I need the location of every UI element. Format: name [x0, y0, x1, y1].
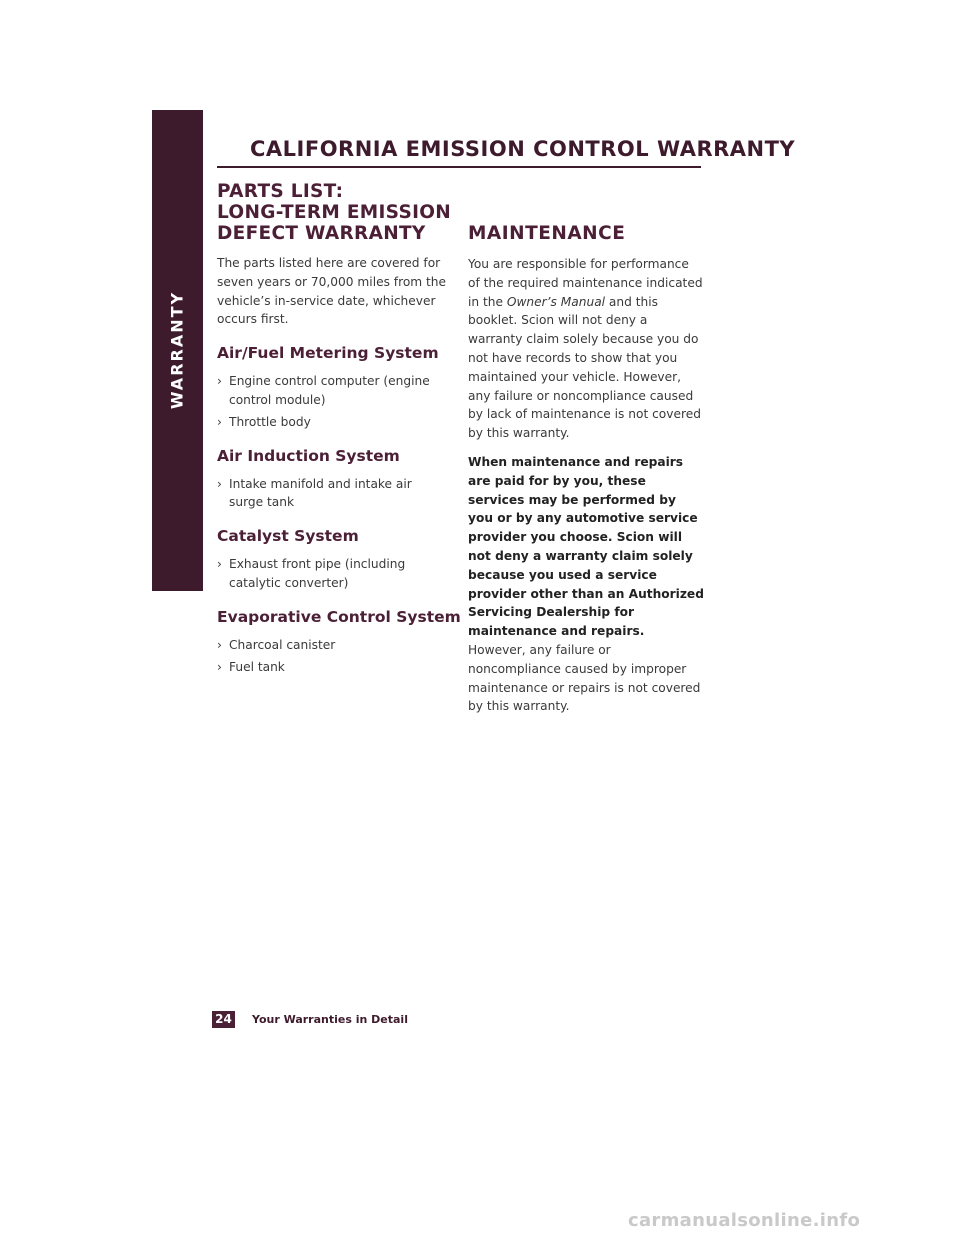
side-tab-label: WARRANTY: [167, 290, 187, 410]
page-title: CALIFORNIA EMISSION CONTROL WARRANTY: [250, 137, 796, 161]
right-column: [468, 223, 704, 716]
bullet-icon: ›: [217, 557, 222, 572]
list-item: › Exhaust front pipe (including catalytic converter): [217, 557, 406, 590]
section-title-air-fuel: Air/Fuel Metering System: [217, 344, 439, 363]
section-title-evaporative: Evaporative Control System: [217, 607, 461, 626]
footer-section-title: Your Warranties in Detail: [252, 1013, 408, 1026]
bullet-icon: ›: [217, 637, 222, 652]
section-list-air-fuel: [217, 372, 449, 431]
watermark: carmanualsonline.info: [628, 1210, 861, 1231]
maintenance-paragraph: You are responsible for performance of the required maintenance indicated in the Owner’s Manual and this booklet. Scion will not deny a warranty claim solely because you do not have records to show that you maintained your vehicle. However, any failure or noncompliance caused by lack of maintenance is not covered by this warranty.: [468, 257, 703, 441]
parts-list-heading: PARTS LIST: LONG-TERM EMISSION DEFECT WARRANTY: [217, 181, 452, 244]
section-list-evaporative: [217, 636, 449, 677]
title-divider: [217, 166, 701, 168]
list-item: › Fuel tank: [217, 658, 449, 677]
owners-manual-title: Owner’s Manual: [506, 294, 606, 309]
bullet-icon: ›: [217, 414, 222, 429]
list-item: › Engine control computer (engine control module): [217, 374, 430, 407]
section-title-catalyst: Catalyst System: [217, 527, 359, 546]
list-item: › Intake manifold and intake air surge tank: [217, 476, 412, 510]
bullet-icon: ›: [217, 476, 222, 491]
parts-intro: The parts listed here are covered for seven years or 70,000 miles from the vehicle’s in-service date, whichever occurs first.: [217, 256, 447, 327]
section-list-catalyst: [217, 555, 449, 593]
maintenance-heading: MAINTENANCE: [468, 223, 626, 244]
section-list-air-induction: [217, 475, 449, 513]
list-item: › Throttle body: [217, 413, 449, 432]
bullet-icon: ›: [217, 659, 222, 674]
list-item: › Charcoal canister: [217, 636, 449, 655]
section-title-air-induction: Air Induction System: [217, 446, 400, 465]
page-number: 24: [212, 1011, 235, 1028]
bullet-icon: ›: [217, 374, 222, 389]
service-provider-paragraph: When maintenance and repairs are paid for by you, these services may be performed by you or by any automotive service provider you choose. Scion will not deny a warranty claim solely because you used a service provider other than an Authorized Servicing Dealership for maintenance and repairs. However, any failure or noncompliance caused by improper maintenance or repairs is not covered by this warranty.: [468, 454, 704, 714]
left-column: [217, 181, 461, 679]
